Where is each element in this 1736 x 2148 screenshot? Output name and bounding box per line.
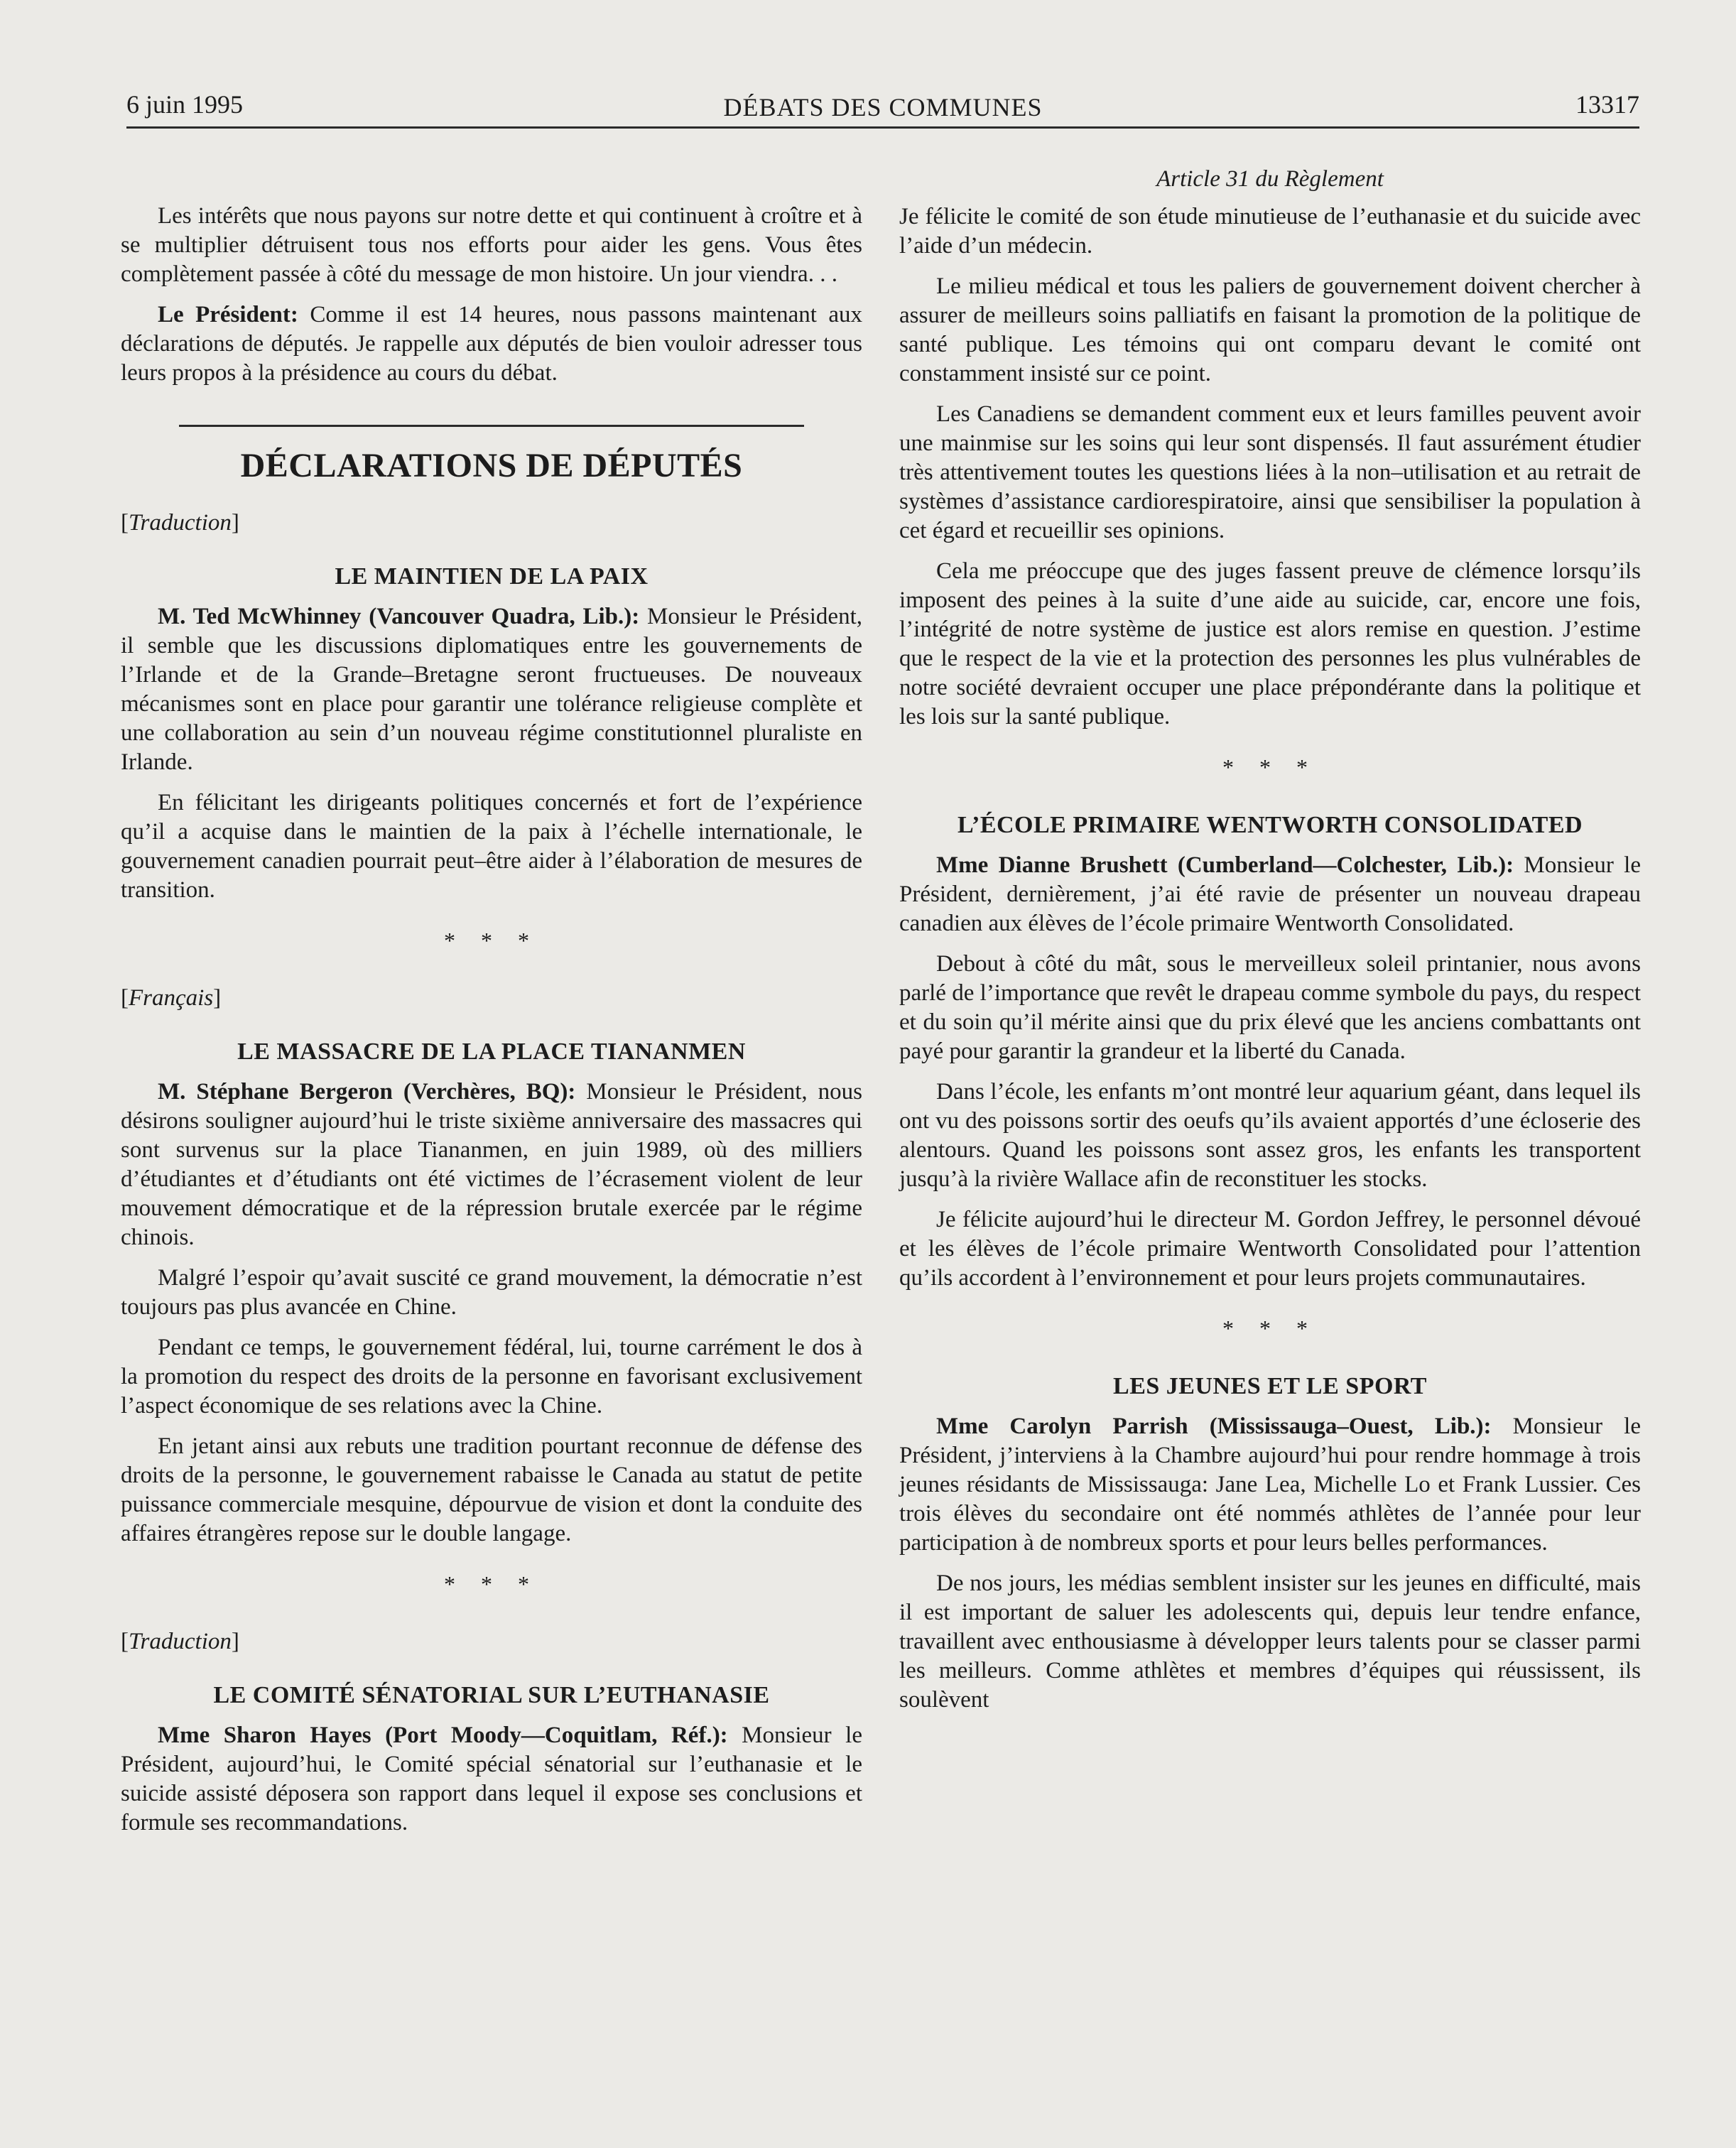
speaker-name: M. Stéphane Bergeron (Verchères, BQ): [158,1079,576,1105]
language-label: Traduction [129,510,232,536]
header-journal-title: DÉBATS DES COMMUNES [723,93,1043,121]
language-label: Traduction [129,1629,232,1654]
speaker-name: Mme Carolyn Parrish (Mississauga–Ouest, Lib.): [936,1414,1492,1439]
paragraph: Je félicite aujourd’hui le directeur M. Gordon Jeffrey, le personnel dévoué et les élèves de l’école primaire Wentworth Consolidated pour l’attention qu’ils accordent à l’environnement et pour leurs projets communautaires. [899,1207,1641,1291]
speech-text: Comme il est 14 heures, nous passons maintenant aux déclarations de députés. Je rappelle aux députés de bien vouloir adresser tous leurs propos à la présidence au cours du débat. [121,302,863,386]
speech-text: Monsieur le Président, j’interviens à la Chambre aujourd’hui pour rendre hommage à trois jeunes résidants de Mississauga: Jane Lea, Michelle Lo et Frank Lussier. Ces trois élèves du secondaire ont été nommés athlètes de l’année pour leur participation à de nombreux sports et pour leurs belles performances. [899,1414,1641,1556]
paragraph: Cela me préoccupe que des juges fassent preuve de clémence lorsqu’ils imposent des peines à la suite d’une aide au suicide, car, encore une fois, l’intégrité de notre système de justice est alors remise en question. J’estime que le respect de la vie et la protection des personnes les plus vulnérables de notre société devraient occuper une place prépondérante dans la politique et les lois sur la santé publique. [899,558,1641,729]
statement-heading: LE MAINTIEN DE LA PAIX [335,563,649,590]
paragraph: Pendant ce temps, le gouvernement fédéral, lui, tourne carrément le dos à la promotion du respect des droits de la personne en favorisant exclusivement l’aspect économique de ses relations avec la Chine. [121,1335,862,1419]
speech-text: Monsieur le Président, aujourd’hui, le Comité spécial sénatorial sur l’euthanasie et le suicide assisté déposera son rapport dans lequel il expose ses conclusions et formule ses recommandations. [121,1723,862,1835]
paragraph-speaker [899,851,1641,938]
statement-heading: L’ÉCOLE PRIMAIRE WENTWORTH CONSOLIDATED [957,812,1583,838]
paragraph: En félicitant les dirigeants politiques concernés et fort de l’expérience qu’il a acquise dans le maintien de la paix à l’échelle internationale, le gouvernement canadien pourrait peut–être aider à l’élaboration de mesures de transition. [121,790,862,903]
separator-stars: * * * [1222,754,1318,780]
speaker-name: M. Ted McWhinney (Vancouver Quadra, Lib.): [158,604,640,629]
section-divider [179,425,804,427]
column-top-space [121,139,862,202]
statement-heading: LE MASSACRE DE LA PLACE TIANANMEN [237,1038,746,1065]
speaker-name: Mme Dianne Brushett (Cumberland—Colchester, Lib.): [936,852,1514,878]
paragraph: Les Canadiens se demandent comment eux et leurs familles peuvent avoir une mainmise sur les soins qui leur sont dispensés. Il faut assurément étudier très attentivement toutes les questions liées à la non–utilisation et au retrait de systèmes d’assistance cardiorespiratoire, ainsi que sensibiliser la population à cet égard et recueillir ses opinions. [899,401,1641,543]
paragraph: En jetant ainsi aux rebuts une tradition pourtant reconnue de défense des droits de la personne, le gouvernement rabaisse le Canada au statut de petite puissance commerciale mesquine, dépourvue de vision et dont la conduite des affaires étrangères repose sur le double langage. [121,1433,862,1546]
paragraph: Malgré l’espoir qu’avait suscité ce grand mouvement, la démocratie n’est toujours pas plus avancée en Chine. [121,1265,862,1320]
language-label: Français [129,985,214,1011]
separator-stars: * * * [444,928,539,953]
header-date: 6 juin 1995 [126,90,244,119]
statement-heading: LES JEUNES ET LE SPORT [1113,1373,1427,1399]
separator-stars: * * * [444,1571,539,1597]
speaker-name: Mme Sharon Hayes (Port Moody—Coquitlam, Réf.): [158,1723,728,1748]
paragraph: Dans l’école, les enfants m’ont montré leur aquarium géant, dans lequel ils ont vu des poissons sortir des oeufs qu’ils avaient apportés d’une écloserie des alentours. Quand les poissons sont assez gros, les enfants les transportent jusqu’à la rivière Wallace afin de reconstituer les stocks. [899,1079,1641,1192]
header-page-number: 13317 [1575,90,1639,119]
paragraph-speaker [121,1078,862,1252]
page-header [126,84,1639,126]
speech-text: Monsieur le Président, dernièrement, j’ai été ravie de présenter un nouveau drapeau canadien aux élèves de l’école primaire Wentworth Consolidated. [899,852,1641,936]
paragraph-president [121,300,862,388]
language-note: [Traduction] [121,510,239,536]
language-note: [Traduction] [121,1629,239,1654]
right-column [899,139,1641,1726]
left-column [121,139,862,1849]
paragraph-speaker [121,602,862,777]
paragraph: Je félicite le comité de son étude minutieuse de l’euthanasie et du suicide avec l’aide d’un médecin. [899,204,1641,259]
speech-text: Monsieur le Président, nous désirons souligner aujourd’hui le triste sixième anniversaire des massacres qui sont survenus sur la place Tiananmen, en juin 1989, où des milliers d’étudiantes et d’étudiants ont été victimes de l’écrasement violent de leur mouvement démocratique et de la répression brutale exercée par le régime chinois. [121,1079,862,1250]
paragraph: De nos jours, les médias semblent insister sur les jeunes en difficulté, mais il est important de saluer les adolescents qui, depuis leur tendre enfance, travaillent avec enthousiasme à développer leurs talents pour se classer parmi les meilleurs. Comme athlètes et membres d’équipes qui réussissent, ils soulèvent [899,1571,1641,1713]
header-rule [126,126,1639,129]
speech-text: Monsieur le Président, il semble que les discussions diplomatiques entre les gouvernements de l’Irlande et de la Grande–Bretagne seront fructueuses. De nouveaux mécanismes sont en place pour garantir une tolérance religieuse complète et une collaboration au sein d’un nouveau régime constitutionnel pluraliste en Irlande. [121,604,862,775]
paragraph-speaker [121,1721,862,1838]
paragraph: Debout à côté du mât, sous le merveilleux soleil printanier, nous avons parlé de l’importance que revêt le drapeau comme symbole du pays, du respect et du soin qu’il mérite ainsi que du prix élevé que les anciens combattants ont payé pour garantir la grandeur et la liberté du Canada. [899,951,1641,1064]
separator-stars: * * * [1222,1316,1318,1341]
paragraph: Le milieu médical et tous les paliers de gouvernement doivent chercher à assurer de meilleurs soins palliatifs en faisant la promotion de la politique de santé publique. Les témoins qui ont comparu devant le comité ont constamment insisté sur ce point. [899,273,1641,386]
paragraph-speaker [899,1412,1641,1558]
running-title: Article 31 du Règlement [1156,166,1384,192]
statement-heading: LE COMITÉ SÉNATORIAL SUR L’EUTHANASIE [213,1682,770,1708]
paragraph: Les intérêts que nous payons sur notre dette et qui continuent à croître et à se multiplier détruisent tous nos efforts pour aider les gens. Vous êtes complètement passée à côté du message de mon histoire. Un jour viendra. . . [121,203,862,287]
speaker-name: Le Président: [158,302,298,327]
section-title: DÉCLARATIONS DE DÉPUTÉS [240,447,743,484]
language-note: [Français] [121,985,222,1011]
